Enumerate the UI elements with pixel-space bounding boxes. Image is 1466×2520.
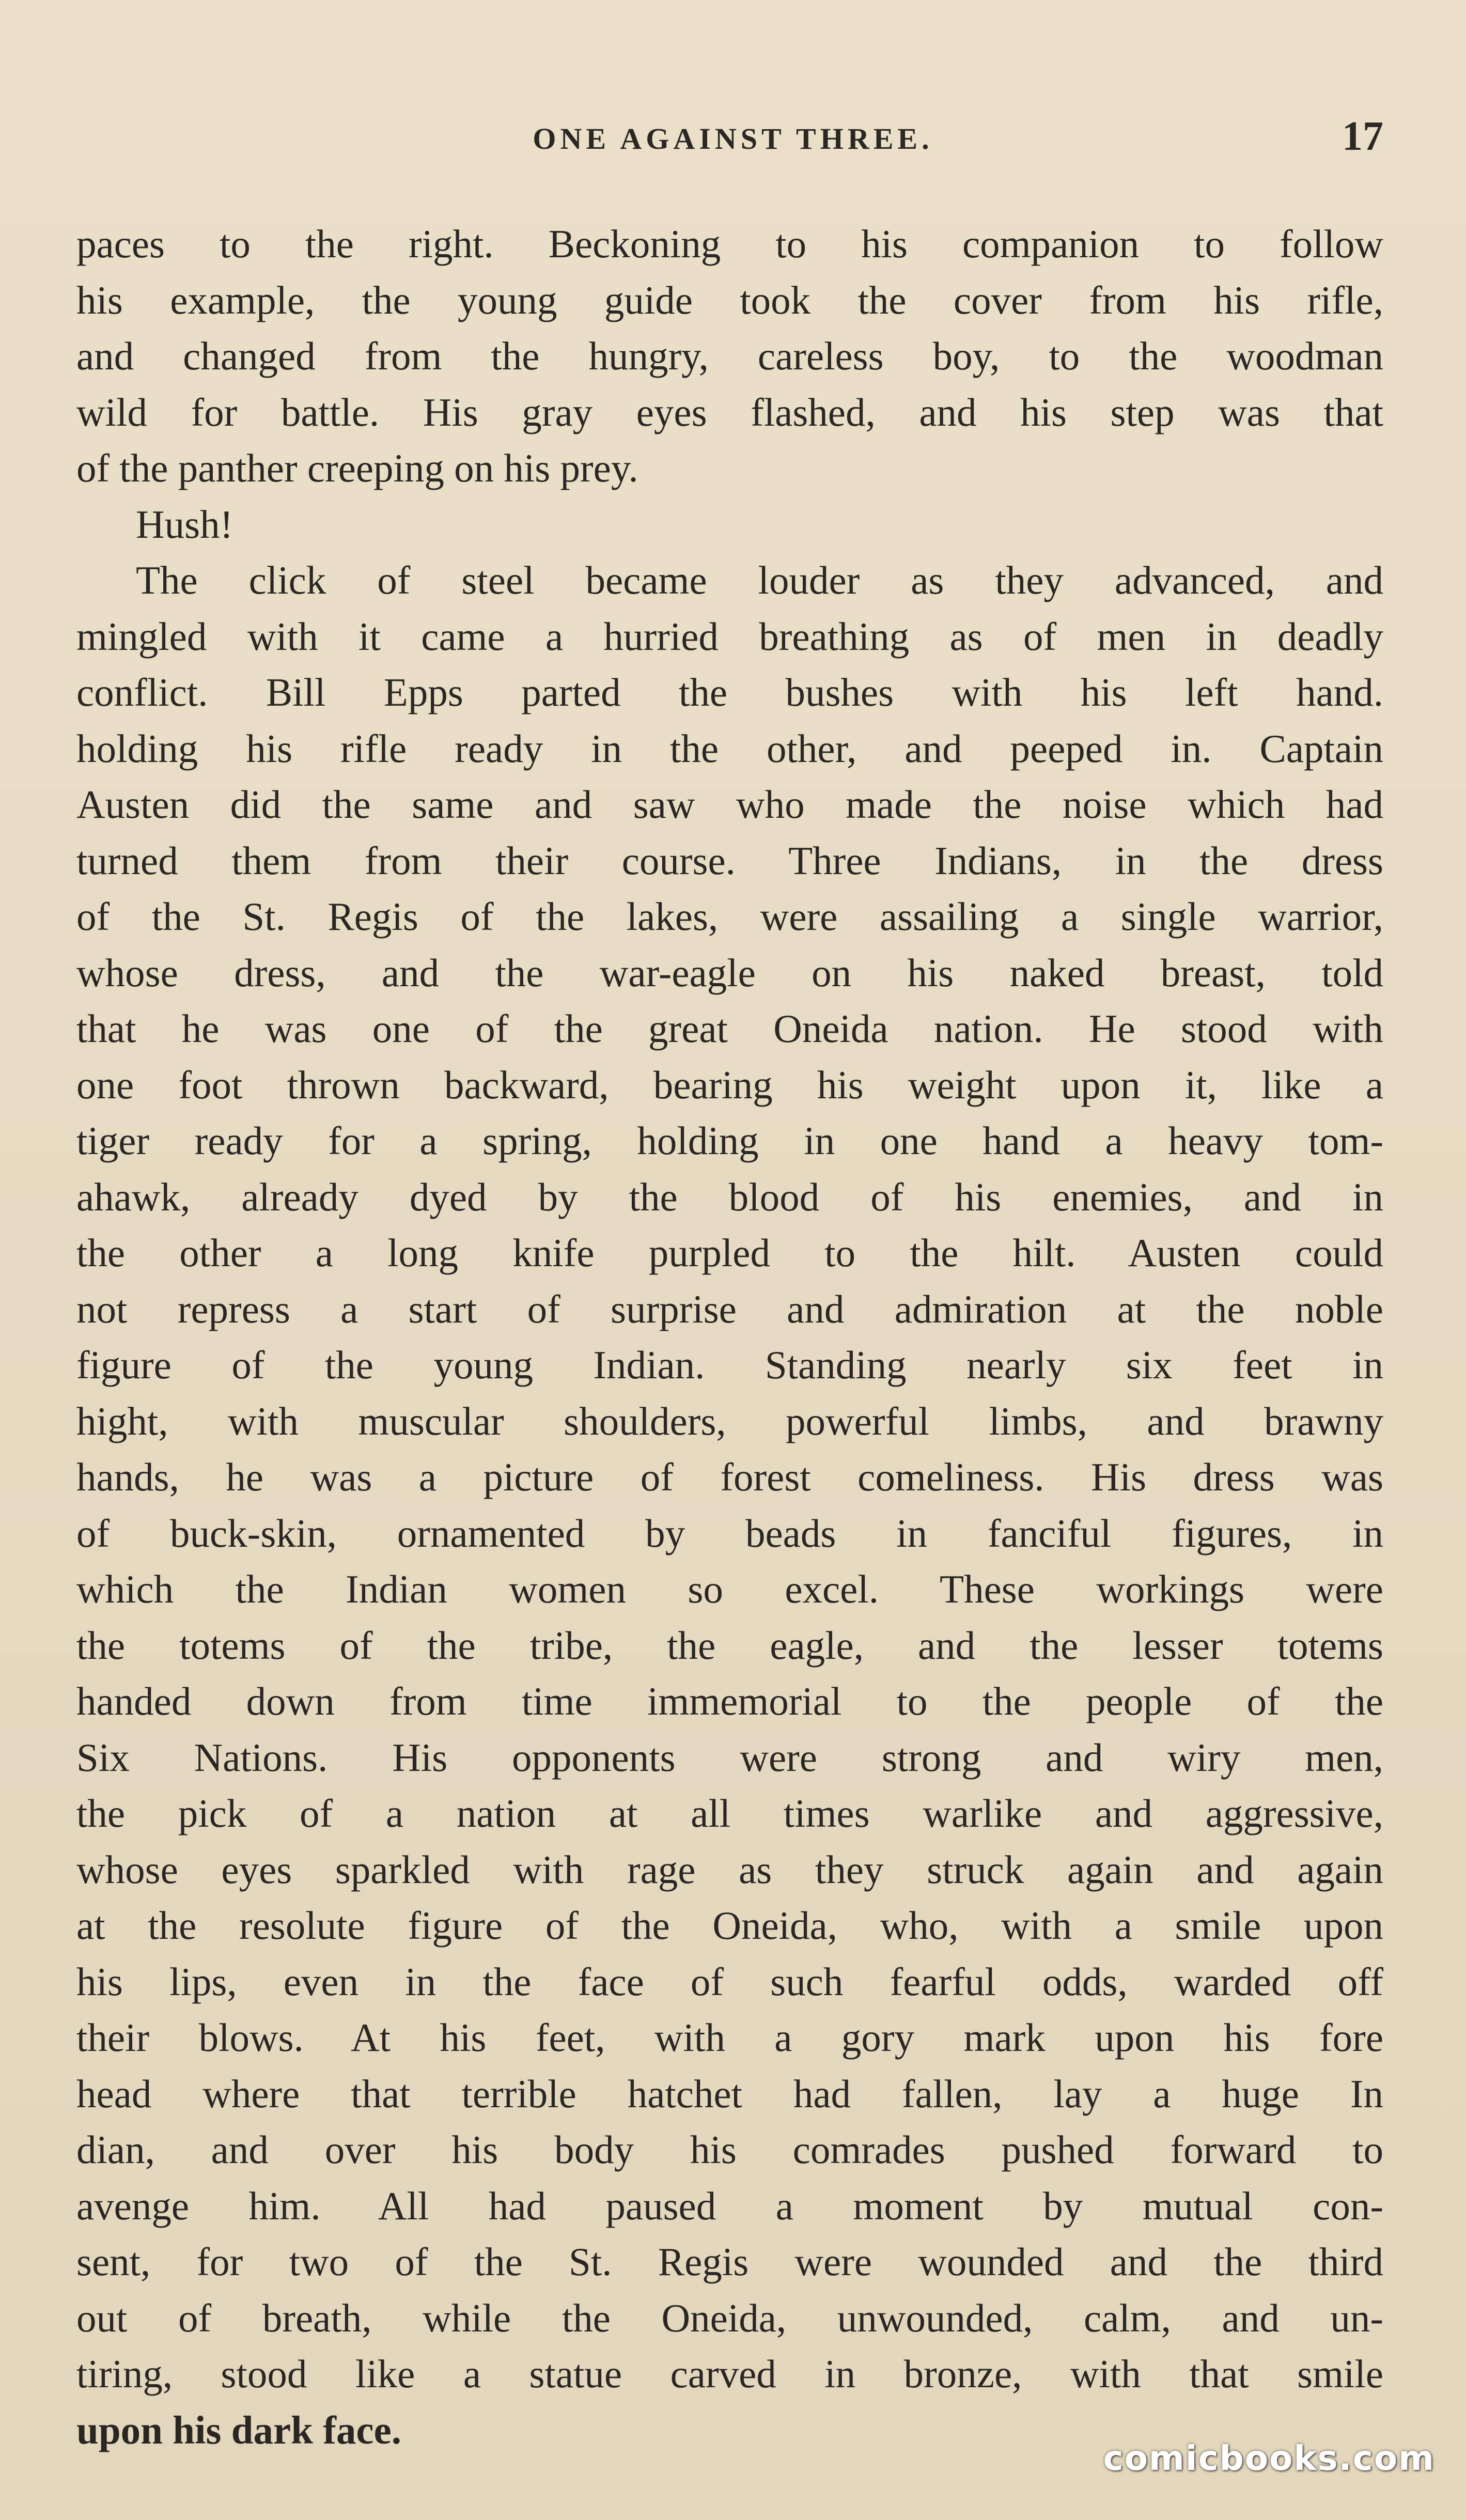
text-line: and changed from the hungry, careless boy, to the woodman <box>76 334 1383 378</box>
body-text <box>76 216 1383 2458</box>
text-line: hands, he was a picture of forest comeliness. His dress was <box>76 1455 1383 1499</box>
running-head: ONE AGAINST THREE. <box>533 122 933 155</box>
text-line: holding his rifle ready in the other, and peeped in. Captain <box>76 726 1383 771</box>
text-line: mingled with it came a hurried breathing as of men in deadly <box>76 614 1383 659</box>
text-line: handed down from time immemorial to the people of the <box>76 1679 1383 1723</box>
text-line: of the St. Regis of the lakes, were assailing a single warrior, <box>76 894 1383 939</box>
text-line: hight, with muscular shoulders, powerful limbs, and brawny <box>76 1398 1383 1443</box>
text-line: at the resolute figure of the Oneida, who, with a smile upon <box>76 1903 1383 1948</box>
page-number: 17 <box>1342 114 1383 159</box>
text-line: of buck-skin, ornamented by beads in fanciful figures, in <box>76 1511 1383 1555</box>
text-line: out of breath, while the Oneida, unwounded, calm, and un- <box>76 2295 1383 2340</box>
text-line: that he was one of the great Oneida nation. He stood with <box>76 1006 1383 1051</box>
text-line: Six Nations. His opponents were strong and wiry men, <box>76 1735 1383 1780</box>
text-line: ahawk, already dyed by the blood of his enemies, and in <box>76 1174 1383 1219</box>
text-line: wild for battle. His gray eyes flashed, and his step was that <box>76 390 1383 434</box>
text-line: his lips, even in the face of such fearful odds, warded off <box>76 1959 1383 2004</box>
text-line: head where that terrible hatchet had fallen, lay a huge In <box>76 2071 1383 2116</box>
text-line: one foot thrown backward, bearing his weight upon it, like a <box>76 1062 1383 1107</box>
text-line: their blows. At his feet, with a gory mark upon his fore <box>76 2015 1383 2060</box>
text-line: conflict. Bill Epps parted the bushes with his left hand. <box>76 670 1383 714</box>
text-line: upon his dark face. <box>76 2407 401 2452</box>
text-line: sent, for two of the St. Regis were wounded and the third <box>76 2239 1383 2284</box>
text-line: the pick of a nation at all times warlike and aggressive, <box>76 1791 1383 1835</box>
text-line: which the Indian women so excel. These workings were <box>76 1567 1383 1611</box>
text-line: whose dress, and the war-eagle on his naked breast, told <box>76 950 1383 995</box>
text-line: of the panther creeping on his prey. <box>76 446 638 490</box>
text-line: tiring, stood like a statue carved in bronze, with that smile <box>76 2352 1383 2396</box>
text-line: paces to the right. Beckoning to his companion to follow <box>76 222 1383 266</box>
text-line: whose eyes sparkled with rage as they struck again and again <box>76 1847 1383 1892</box>
text-line: the totems of the tribe, the eagle, and the lesser totems <box>76 1623 1383 1668</box>
text-line: figure of the young Indian. Standing nearly six feet in <box>76 1343 1383 1387</box>
text-line: the other a long knife purpled to the hilt. Austen could <box>76 1231 1383 1275</box>
text-line: The click of steel became louder as they advanced, and <box>136 558 1383 602</box>
text-line: dian, and over his body his comrades pushed forward to <box>76 2127 1383 2172</box>
text-line: tiger ready for a spring, holding in one hand a heavy tom- <box>76 1118 1383 1163</box>
page-header <box>0 111 1466 168</box>
text-line: his example, the young guide took the cover from his rifle, <box>76 277 1383 322</box>
text-line: Hush! <box>136 502 233 547</box>
text-line: not repress a start of surprise and admiration at the noble <box>76 1286 1383 1331</box>
site-watermark: comicbooks.com <box>1103 2438 1435 2478</box>
text-line: turned them from their course. Three Indians, in the dress <box>76 838 1383 883</box>
text-line: Austen did the same and saw who made the noise which had <box>76 782 1383 827</box>
text-line: avenge him. All had paused a moment by mutual con- <box>76 2183 1383 2228</box>
